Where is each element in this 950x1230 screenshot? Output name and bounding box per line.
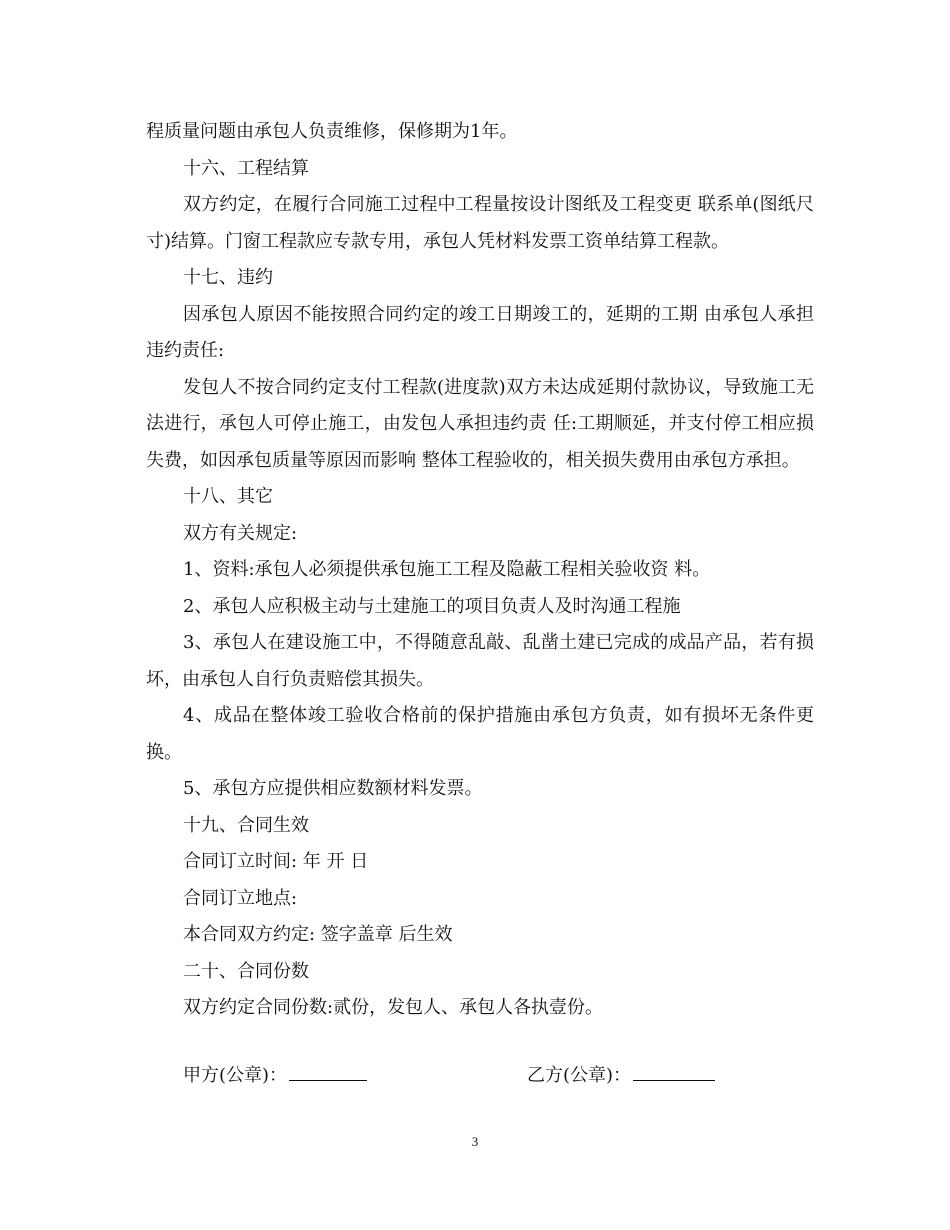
paragraph: 发包人不按合同约定支付工程款(进度款)双方未达成延期付款协议，导致施工无法进行，承包人可停止施工，由发包人承担违约责 任:工期顺延，并支付停工相应损失费，如因承包质量等原因而影响 整体工程验收的，相关损失费用由承包方承担。 xyxy=(146,376,814,471)
party-a-label: 甲方(公章)： xyxy=(183,1065,288,1086)
section-heading-other: 十八、其它 xyxy=(183,486,273,507)
paragraph: 双方约定合同份数:贰份，发包人、承包人各执壹份。 xyxy=(183,997,604,1018)
list-item: 2、承包人应积极主动与土建施工的项目负责人及时沟通工程施 xyxy=(183,595,681,617)
section-heading-breach: 十七、违约 xyxy=(183,267,273,288)
party-b-label: 乙方(公章)： xyxy=(527,1065,632,1086)
section-heading-settlement: 十六、工程结算 xyxy=(183,157,309,179)
party-b-blank-line xyxy=(633,1062,715,1081)
party-a-signature xyxy=(183,1058,367,1094)
list-item: 3、承包人在建设施工中，不得随意乱敲、乱凿土建已完成的成品产品，若有损坏，由承包人自行负责赔偿其损失。 xyxy=(146,632,814,690)
list-item: 4、成品在整体竣工验收合格前的保护措施由承包方负责，如有损坏无条件更换。 xyxy=(146,705,814,763)
party-a-blank-line xyxy=(289,1062,367,1081)
paragraph: 合同订立地点: xyxy=(183,887,298,909)
page-number: 3 xyxy=(471,1134,479,1149)
paragraph: 因承包人原因不能按照合同约定的竣工日期竣工的，延期的工期 由承包人承担违约责任: xyxy=(146,303,814,361)
paragraph: 程质量问题由承包人负责维修，保修期为1年。 xyxy=(146,121,518,142)
paragraph: 双方约定，在履行合同施工过程中工程量按设计图纸及工程变更 联系单(图纸尺寸)结算。门窗工程款应专款专用，承包人凭材料发票工资单结算工程款。 xyxy=(146,194,814,252)
list-item: 5、承包方应提供相应数额材料发票。 xyxy=(183,778,483,799)
document-body xyxy=(146,114,814,1027)
list-item: 1、资料:承包人必须提供承包施工工程及隐蔽工程相关验收资 料。 xyxy=(183,559,711,580)
paragraph: 合同订立时间: 年 开 日 xyxy=(183,851,369,872)
paragraph: 本合同双方约定: 签字盖章 后生效 xyxy=(183,924,453,945)
party-b-signature xyxy=(527,1058,715,1094)
paragraph: 双方有关规定: xyxy=(183,522,298,544)
section-heading-copies: 二十、合同份数 xyxy=(183,960,309,982)
section-heading-effect: 十九、合同生效 xyxy=(183,814,309,836)
signature-row xyxy=(183,1058,803,1094)
